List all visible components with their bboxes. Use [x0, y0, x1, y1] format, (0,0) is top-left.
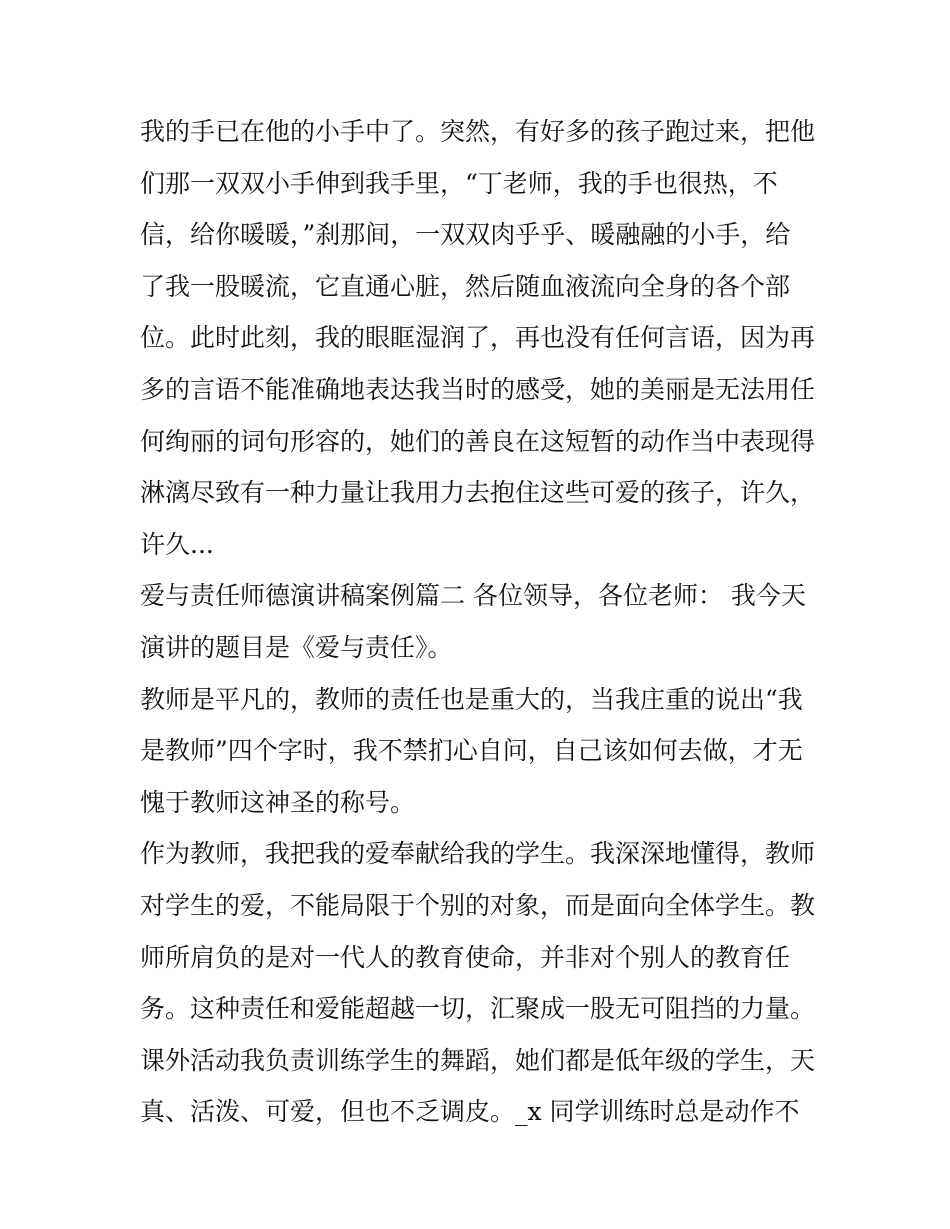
text-line: 师所肩负的是对一代人的教育使命，并非对个别人的教育任 [140, 942, 791, 972]
text-line: 演讲的题目是《爱与责任》。 [140, 632, 453, 662]
text-line: 何绚丽的词句形容的，她们的善良在这短暂的动作当中表现得 [140, 426, 816, 456]
text-line: 作为教师，我把我的爱奉献给我的学生。我深深地懂得，教师 [140, 839, 816, 869]
text-line: 愧于教师这神圣的称号。 [140, 787, 416, 817]
text-line: 对学生的爱，不能局限于个别的对象，而是面向全体学生。教 [140, 890, 816, 920]
text-line: 信，给你暖暖，”刹那间，一双双肉乎乎、暖融融的小手，给 [140, 220, 791, 250]
text-line: 位。此时此刻，我的眼眶湿润了，再也没有任何言语，因为再 [140, 323, 816, 353]
text-line: 我的手已在他的小手中了。突然，有好多的孩子跑过来，把他 [140, 117, 816, 146]
text-line: 多的言语不能准确地表达我当时的感受，她的美丽是无法用任 [140, 374, 816, 404]
text-line: 教师是平凡的，教师的责任也是重大的，当我庄重的说出“我 [140, 684, 803, 714]
text-line: 真、活泼、可爱，但也不乏调皮。_x 同学训练时总是动作不 [140, 1097, 800, 1127]
section-heading-line: 爱与责任师德演讲稿案例篇二 各位领导，各位老师： 我今天 [140, 581, 806, 611]
text-line: 课外活动我负责训练学生的舞蹈，她们都是低年级的学生，天 [140, 1045, 816, 1075]
text-line: 许久... [140, 529, 214, 559]
body-text [140, 106, 820, 1138]
text-line: 务。这种责任和爱能超越一切，汇聚成一股无可阻挡的力量。 [140, 994, 816, 1024]
text-line: 们那一双双小手伸到我手里，“丁老师，我的手也很热，不 [140, 168, 778, 198]
text-line: 了我一股暖流，它直通心脏，然后随血液流向全身的各个部 [140, 271, 791, 301]
text-line: 淋漓尽致有一种力量让我用力去抱住这些可爱的孩子，许久， [140, 478, 816, 508]
text-line: 是教师”四个字时，我不禁扪心自问，自己该如何去做，才无 [140, 736, 803, 766]
